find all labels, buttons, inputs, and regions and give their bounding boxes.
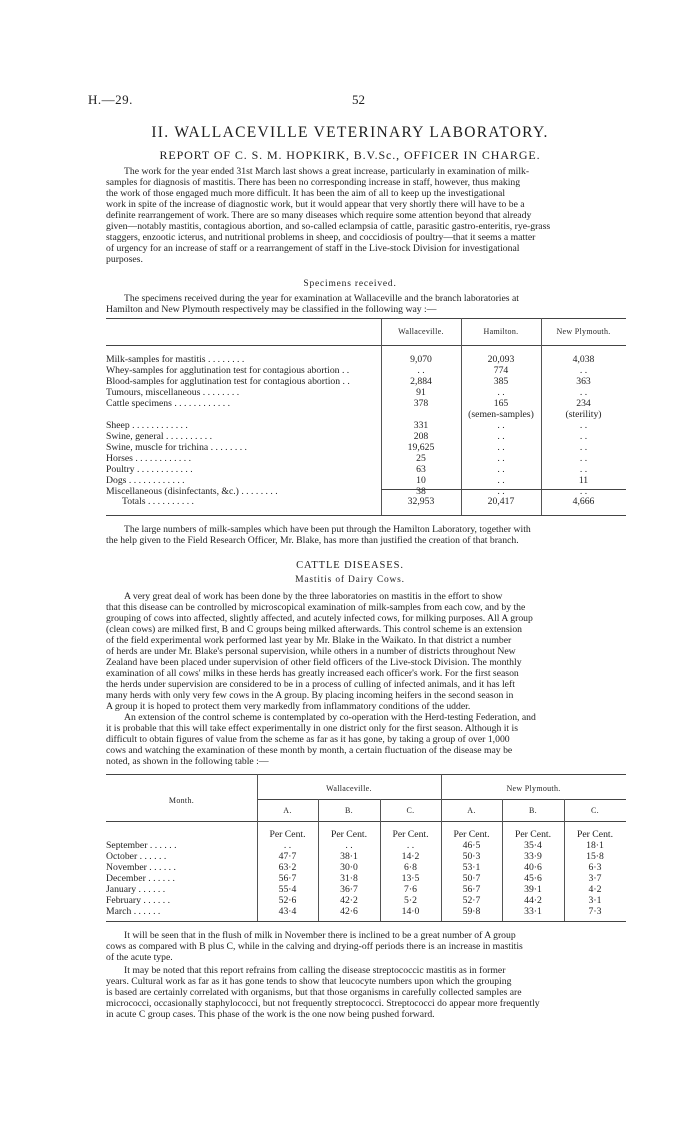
specimen-new-plymouth-value: . . [579,387,588,398]
percent-value: 4·2 [588,884,602,895]
month-label: October . . . . . . [106,851,167,862]
percent-value: 36·7 [340,884,358,895]
section-title: II. WALLACEVILLE VETERINARY LABORATORY. [151,124,549,141]
percent-value: . . [345,840,353,851]
percent-value: 39·1 [524,884,542,895]
specimen-row-label: Cattle specimens . . . . . . . . . . . . [106,398,231,409]
para-line: Zealand have been placed under supervision of other field officers of the Live-stock Division. The monthly [106,657,522,668]
specimen-hamilton-value: 20,093 [487,354,515,365]
specimen-hamilton-value: (semen-samples) [468,409,534,420]
percent-value: . . [283,840,292,851]
specimen-hamilton-value: . . [497,387,505,398]
group-subheader: C. [406,806,415,815]
unit-label: Per Cent. [576,829,614,840]
percent-value: 52·6 [278,895,297,906]
specimen-hamilton-value: . . [497,486,505,497]
month-label: February . . . . . . [106,895,171,906]
totals-label: Totals . . . . . . . . . . [122,496,194,507]
percent-value: 30·0 [340,862,358,873]
percent-value: 13·5 [401,873,420,884]
para-line: years. Cultural work as far as it has gone tends to show that leucocyte numbers upon which the grouping [106,976,512,987]
specimens-intro-line: The specimens received during the year for examination at Wallaceville and the branch laboratories at [124,293,519,304]
column-header-hamilton: Hamilton. [483,327,519,336]
para-line: An extension of the control scheme is contemplated by co-operation with the Herd-testing Federation, and [124,712,536,723]
intro-line: work in spite of the increase of diagnostic work, but it would appear that very shortly there will have to be a [106,199,525,210]
totals-hamilton: 20,417 [487,496,515,507]
month-label: March . . . . . . [106,906,161,917]
percent-value: 3·1 [588,895,602,906]
specimen-hamilton-value: 774 [493,365,509,376]
intro-line: samples for diagnosis of mastitis. There has been no corresponding increase in staff, however, thus making [106,177,521,188]
para-line: micrococci, occasionally staphylococci, but not frequently streptococci. Streptococci do appear more frequently [106,998,540,1009]
percent-value: 53·1 [462,862,481,873]
specimen-new-plymouth-value: 363 [576,376,591,387]
specimen-hamilton-value: . . [497,420,505,431]
totals-rule [381,489,626,490]
unit-label: Per Cent. [330,829,368,840]
specimen-hamilton-value: 165 [493,398,509,409]
para-line: in acute C group cases. This phase of the work is the one now being pushed forward. [106,1009,435,1020]
intro-line: definite rearrangement of work. There are so many diseases which require some attention beyond that already [106,210,532,221]
page-number: 52 [352,92,365,107]
report-subtitle: REPORT OF C. S. M. HOPKIRK, B.V.Sc., OFFICER IN CHARGE. [159,148,541,162]
specimens-heading: Specimens received. [303,279,397,289]
percent-value: 35·4 [524,840,542,851]
group-subheader: B. [345,806,353,815]
totals-wallaceville: 32,953 [407,496,435,507]
specimen-new-plymouth-value: . . [579,486,588,497]
intro-line: the work of those engaged much more difficult. It has been the aim of all to keep up the investigational [106,188,506,199]
para-line: cows and watching the examination of these month by month, a certain fluctuation of the disease may be [106,745,513,756]
unit-label: Per Cent. [269,829,306,840]
month-label: September . . . . . . [106,840,177,851]
table-rule [106,515,626,516]
specimen-new-plymouth-value: . . [579,464,588,475]
table-rule [106,774,626,775]
specimen-row-label: Swine, muscle for trichina . . . . . . . . [106,442,247,453]
specimen-new-plymouth-value: . . [579,453,588,464]
report-reference: H.—29. [88,92,133,107]
percent-value: 42·6 [340,906,358,917]
specimen-wallaceville-value: 2,884 [410,376,432,387]
percent-value: 56·7 [462,884,481,895]
specimen-wallaceville-value: 25 [416,453,426,464]
percent-value: 40·6 [524,862,542,873]
percent-value: 33·1 [524,906,542,917]
specimen-hamilton-value: . . [497,431,505,442]
specimen-row-label: Whey-samples for agglutination test for contagious abortion . . [106,365,350,376]
percent-value: 42·2 [340,895,358,906]
intro-line: The work for the year ended 31st March last shows a great increase, particularly in examination of milk- [124,166,530,177]
cattle-diseases-heading: CATTLE DISEASES. [296,560,404,571]
para-line: of herds are under Mr. Blake's personal supervision, while others in a number of districts throughout New [106,646,516,657]
mastitis-subheading: Mastitis of Dairy Cows. [295,575,405,585]
percent-value: 14·2 [401,851,420,862]
table-rule [106,821,626,822]
percent-value: 7·3 [588,906,602,917]
para-line: (clean cows) are milked first, B and C groups being milked afterwards. This control scheme is an extension [106,624,523,635]
intro-line: staggers, enzootic icterus, and nutritional problems in sheep, and coccidiosis of poultry—that it seems a matter [106,232,536,243]
specimen-wallaceville-value: 38 [416,486,426,497]
totals-new-plymouth: 4,666 [572,496,595,507]
specimen-row-label: Miscellaneous (disinfectants, &c.) . . . . . . . . [106,486,278,497]
para-line: difficult to obtain figures of value from the scheme as far as it has gone, by taking a group of over 1,000 [106,734,510,745]
para-line: examination of all cows' milks in these herds has greatly increased each officer's work. For the first season [106,668,519,679]
specimen-row-label: Sheep . . . . . . . . . . . . [106,420,188,431]
percent-value: 3·7 [588,873,602,884]
para-line: it is probable that this will take effect experimentally in one district only for the first season. Although it is [106,723,518,734]
percent-value: 38·1 [340,851,358,862]
intro-line: purposes. [106,254,143,265]
month-label: December . . . . . . [106,873,175,884]
percent-value: 52·7 [462,895,481,906]
specimen-new-plymouth-value: 11 [578,475,589,486]
percent-value: 46·5 [462,840,481,851]
specimen-wallaceville-value: 331 [413,420,429,431]
unit-label: Per Cent. [514,829,552,840]
para-line: A group it is hoped to protect them very markedly from inflammatory conditions of the udder. [106,701,471,712]
percent-value: 47·7 [278,851,297,862]
specimen-wallaceville-value: 10 [416,475,426,486]
specimen-row-label: Poultry . . . . . . . . . . . . [106,464,193,475]
specimen-hamilton-value: . . [497,442,505,453]
percent-value: 63·2 [278,862,297,873]
para-line: cows as compared with B plus C, while in the calving and drying-off periods there is an increase in mastitis [106,941,523,952]
para-line: the herds under supervision are considered to be in a process of culling of infected animals, and it has left [106,679,515,690]
specimen-row-label: Tumours, miscellaneous . . . . . . . . [106,387,240,398]
table-rule [106,318,626,319]
para-line: It will be seen that in the flush of milk in November there is inclined to be a great number of A group [124,930,516,941]
specimen-new-plymouth-value: . . [579,442,588,453]
para-line: grouping of cows into affected, slightly affected, and acutely infected cows, for milking purposes. All A group [106,613,533,624]
percent-value: 50·7 [462,873,481,884]
specimen-new-plymouth-value: . . [579,365,588,376]
para-line: It may be noted that this report refrains from calling the disease streptococcic mastitis as in former [124,965,506,976]
group-subheader: A. [283,806,292,815]
specimen-hamilton-value: 385 [493,376,509,387]
specimen-row-label: Dogs . . . . . . . . . . . . [106,475,185,486]
para-line: of the acute type. [106,952,173,963]
column-header-wallaceville: Wallaceville. [398,327,444,336]
specimen-new-plymouth-value: . . [579,431,588,442]
group-subheader: A. [467,806,476,815]
specimen-row-label: Blood-samples for agglutination test for contagious abortion . . [106,376,350,387]
para-line: is based are certainly correlated with organisms, but that those organisms in carefully collected samples are [106,987,522,998]
group-subheader: B. [529,806,537,815]
percent-value: 45·6 [524,873,542,884]
table-rule [106,921,626,922]
specimen-new-plymouth-value: 4,038 [572,354,595,365]
specimens-note-line: The large numbers of milk-samples which have been put through the Hamilton Laboratory, together with [124,524,531,535]
month-label: November . . . . . . [106,862,176,873]
percent-value: 55·4 [278,884,297,895]
percent-value: 6·8 [404,862,417,873]
specimen-hamilton-value: . . [497,475,505,486]
specimen-new-plymouth-value: (sterility) [565,409,602,420]
table-rule [106,345,626,346]
month-label: January . . . . . . [106,884,166,895]
specimen-wallaceville-value: 63 [416,464,426,475]
percent-value: 7·6 [404,884,417,895]
percent-value: 18·1 [586,840,604,851]
specimen-wallaceville-value: 91 [416,387,426,398]
unit-label: Per Cent. [453,829,490,840]
specimen-row-label: Swine, general . . . . . . . . . . [106,431,213,442]
specimen-wallaceville-value: 378 [413,398,429,409]
group-header-new-plymouth: New Plymouth. [506,784,561,793]
specimen-new-plymouth-value: . . [579,420,588,431]
percent-value: 6·3 [588,862,602,873]
percent-value: 59·8 [462,906,481,917]
specimen-hamilton-value: . . [497,453,505,464]
percent-value: . . [406,840,415,851]
para-line: A very great deal of work has been done by the three laboratories on mastitis in the effort to show [124,591,503,602]
specimens-note-line: the help given to the Field Research Officer, Mr. Blake, has more than justified the creation of that branch. [106,535,519,546]
specimen-wallaceville-value: 19,625 [407,442,435,453]
percent-value: 50·3 [462,851,481,862]
unit-label: Per Cent. [392,829,429,840]
percent-value: 31·8 [340,873,358,884]
percent-value: 33·9 [524,851,542,862]
specimen-wallaceville-value: 208 [413,431,429,442]
percent-value: 44·2 [524,895,542,906]
column-header-new-plymouth: New Plymouth. [556,327,611,336]
specimen-row-label: Horses . . . . . . . . . . . . [106,453,192,464]
specimen-wallaceville-value: 9,070 [410,354,432,365]
percent-value: 5·2 [404,895,417,906]
intro-line: of urgency for an increase of staff or a rearrangement of staff in the Live-stock Division for investigational [106,243,520,254]
intro-line: given—notably mastitis, contagious abortion, and so-called eclampsia of cattle, parasitic gastro-enteritis, rye-grass [106,221,551,232]
specimen-hamilton-value: . . [497,464,505,475]
specimen-new-plymouth-value: 234 [576,398,591,409]
specimens-intro-line: Hamilton and New Plymouth respectively may be classified in the following way :— [106,304,437,315]
para-line: that this disease can be controlled by microscopical examination of milk-samples from each cow, and by the [106,602,526,613]
group-header-wallaceville: Wallaceville. [326,784,372,793]
percent-value: 56·7 [278,873,297,884]
percent-value: 15·8 [586,851,604,862]
percent-value: 43·4 [278,906,297,917]
para-line: noted, as shown in the following table :— [106,756,269,767]
para-line: many herds with only very few cows in the A group. By placing incoming heifers in the second season in [106,690,514,701]
specimen-row-label: Milk-samples for mastitis . . . . . . . . [106,354,245,365]
percent-value: 14·0 [401,906,420,917]
specimen-wallaceville-value: . . [417,365,425,376]
group-subheader: C. [591,806,599,815]
month-header: Month. [168,796,195,805]
para-line: of the field experimental work performed last year by Mr. Blake in the Waikato. In that district a number [106,635,512,646]
